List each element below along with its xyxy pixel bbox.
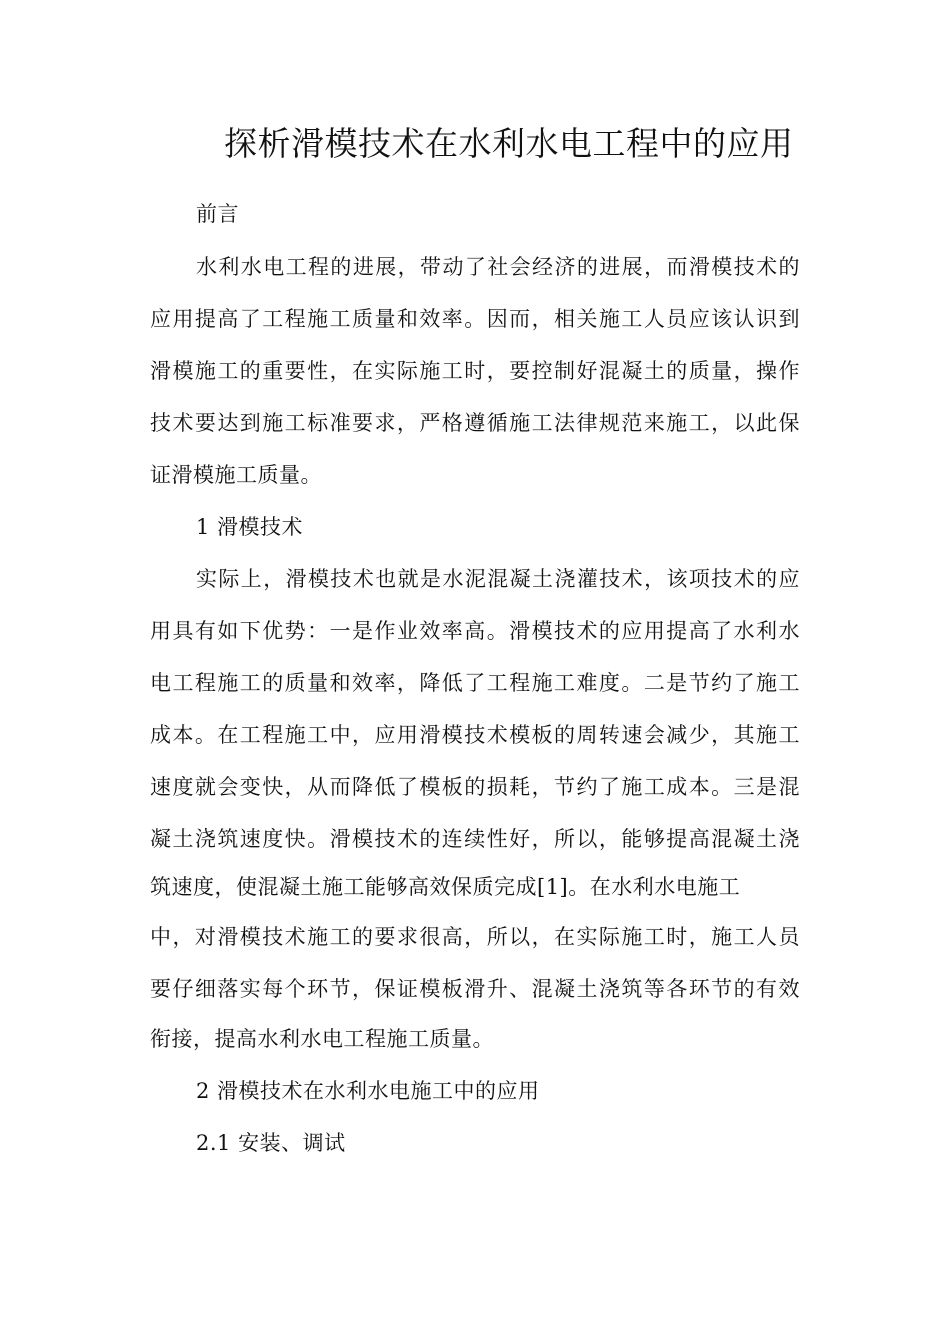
paragraph-line: 水利水电工程的进展，带动了社会经济的进展，而滑模技术的 bbox=[196, 255, 800, 279]
paragraph-line: 应用提高了工程施工质量和效率。因而，相关施工人员应该认识到 bbox=[150, 307, 800, 331]
paragraph-line: 要仔细落实每个环节，保证模板滑升、混凝土浇筑等各环节的有效 bbox=[150, 977, 800, 1001]
paragraph-line: 电工程施工的质量和效率，降低了工程施工难度。二是节约了施工 bbox=[150, 671, 800, 695]
paragraph-line: 衔接，提高水利水电工程施工质量。 bbox=[150, 1027, 494, 1051]
paragraph-line: 证滑模施工质量。 bbox=[150, 463, 322, 487]
heading-section-1: 1 滑模技术 bbox=[196, 515, 304, 539]
heading-intro: 前言 bbox=[196, 202, 239, 226]
paragraph-line: 成本。在工程施工中，应用滑模技术模板的周转速会减少，其施工 bbox=[150, 723, 800, 747]
document-title: 探析滑模技术在水利水电工程中的应用 bbox=[224, 124, 794, 163]
heading-section-2-1: 2.1 安装、调试 bbox=[196, 1131, 346, 1155]
paragraph-line: 实际上，滑模技术也就是水泥混凝土浇灌技术，该项技术的应 bbox=[196, 567, 800, 591]
paragraph-line: 滑模施工的重要性，在实际施工时，要控制好混凝土的质量，操作 bbox=[150, 359, 800, 383]
paragraph-line: 用具有如下优势：一是作业效率高。滑模技术的应用提高了水利水 bbox=[150, 619, 800, 643]
heading-section-2: 2 滑模技术在水利水电施工中的应用 bbox=[196, 1079, 540, 1103]
paragraph-line: 中，对滑模技术施工的要求很高，所以，在实际施工时，施工人员 bbox=[150, 925, 800, 949]
paragraph-line: 筑速度，使混凝土施工能够高效保质完成[1]。在水利水电施工 bbox=[150, 875, 741, 899]
paragraph-line: 凝土浇筑速度快。滑模技术的连续性好，所以，能够提高混凝土浇 bbox=[150, 827, 800, 851]
paragraph-line: 技术要达到施工标准要求，严格遵循施工法律规范来施工，以此保 bbox=[150, 411, 800, 435]
paragraph-line: 速度就会变快，从而降低了模板的损耗，节约了施工成本。三是混 bbox=[150, 775, 800, 799]
